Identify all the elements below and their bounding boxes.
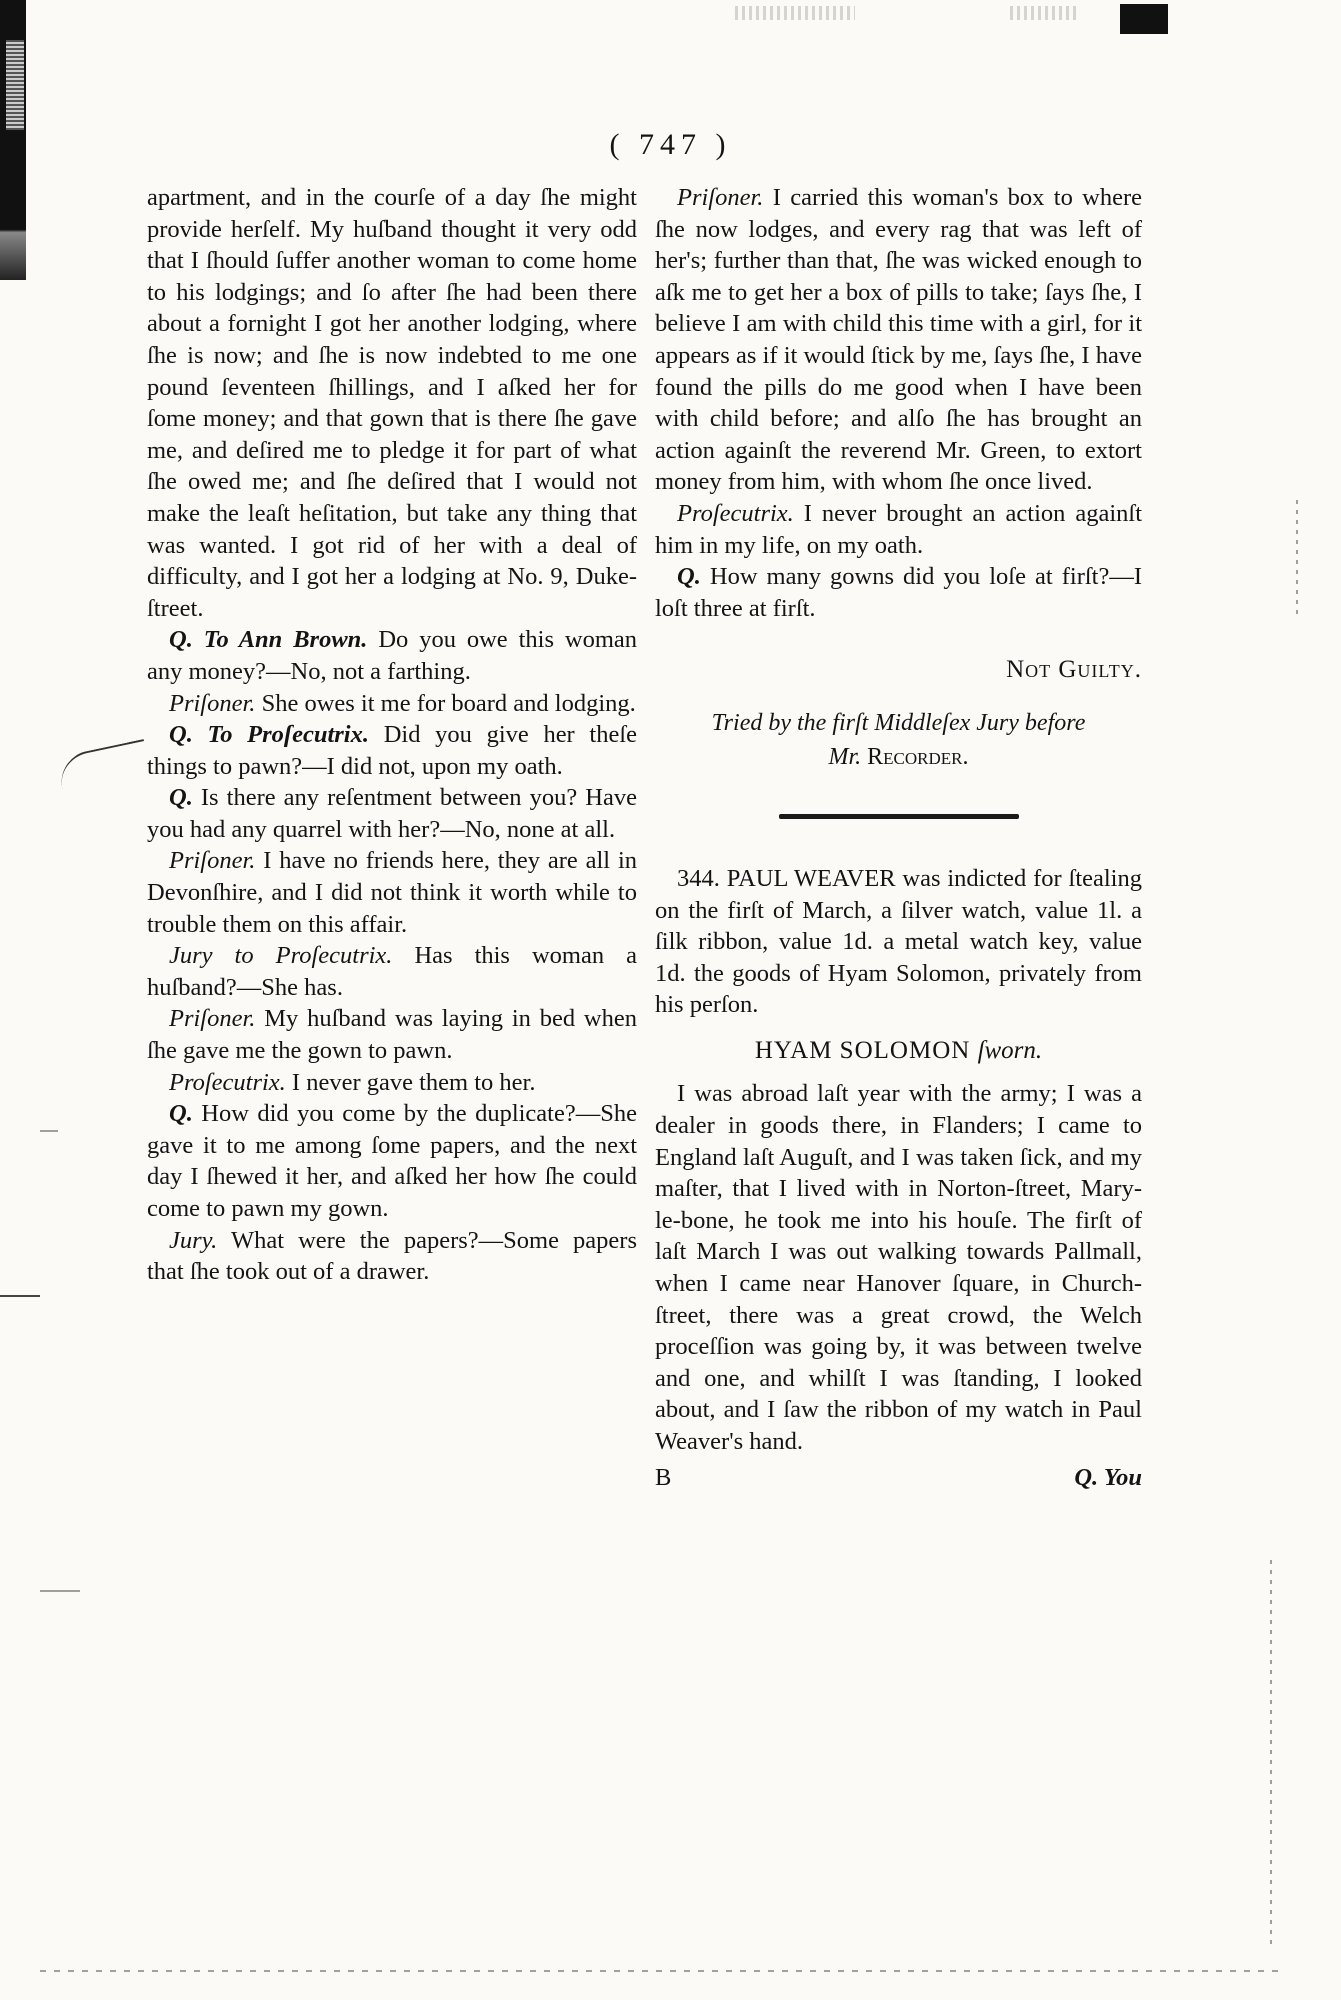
paragraph-text: How did you come by the duplicate?—She gave it to me among ſome papers, and the next day I ſhewed it her, and aſked her how ſhe could come to pawn my gown.: [147, 1100, 637, 1222]
margin-dots: [1296, 500, 1298, 620]
margin-mark: [0, 1295, 40, 1297]
right-column: [655, 182, 1142, 1493]
paragraph-text: What were the papers?—Some papers that ſhe took out of a drawer.: [147, 1226, 637, 1286]
case-text: was indicted for ſtealing on the firſt of March, a ſilver watch, value 1l. a ſilk ribbon, value 1d. a metal watch key, value 1d. the goods of Hyam Solomon, privately from his perſon.: [655, 864, 1142, 1019]
paragraph: [147, 1067, 637, 1099]
paragraph: [147, 688, 637, 720]
paragraph: [147, 845, 637, 940]
paragraph: [147, 624, 637, 687]
speaker-label: Jury to Proſecutrix.: [169, 942, 393, 970]
paragraph-text: I never gave them to her.: [291, 1068, 536, 1096]
page-number: ( 747 ): [609, 128, 732, 161]
margin-mark: [40, 1590, 80, 1592]
paragraph-text: apartment, and in the courſe of a day ſhe might provide herſelf. My huſband thought it very odd that I ſhould ſuffer another woman to come home to his lodgings; and ſo after ſhe had been there about a fornight I got her another lodging, where ſhe is now; and ſhe is now indebted to me one pound ſeventeen ſhillings, and I aſked her for ſome money; and that gown that is there ſhe gave me, and deſired me to pledge it for part of what ſhe owed me; and ſhe deſired that I would not make the leaſt heſitation, but take any thing that was wanted. I got rid of her with a deal of difficulty, and I got her a lodging at No. 9, Duke-ſtreet.: [147, 184, 637, 622]
case-number: 344.: [677, 864, 720, 892]
speaker-label: Q.: [677, 563, 701, 591]
section-divider: [779, 814, 1019, 819]
paragraph-text: My huſband was laying in bed when ſhe gave me the gown to pawn.: [147, 1005, 637, 1065]
paragraph-text: Has this woman a huſband?—She has.: [147, 942, 638, 1001]
verdict: [655, 654, 1142, 686]
margin-dots: [1270, 1560, 1272, 1950]
case-entry: [655, 863, 1142, 1021]
recorder-title: Recorder.: [867, 743, 969, 770]
paragraph-text: Do you owe this woman any money?—No, not a farthing.: [147, 626, 638, 685]
paragraph-text: Is there any reſentment between you? Have you had any quarrel with her?—No, none at all.: [147, 784, 637, 843]
left-column: [147, 182, 637, 1288]
witness-name: HYAM SOLOMON: [754, 1036, 971, 1064]
paragraph: [655, 182, 1142, 498]
paragraph-text: I never brought an action againſt him in my life, on my oath.: [655, 499, 1143, 559]
paragraph: [147, 1098, 637, 1224]
signature-mark: B: [655, 1463, 672, 1491]
speaker-label: Proſecutrix.: [169, 1068, 286, 1096]
paragraph: [655, 498, 1142, 561]
tried-line: Tried by the firſt Middleſex Jury before: [711, 709, 1086, 736]
paragraph: [147, 782, 637, 845]
testimony-text: I was abroad laſt year with the army; I was a dealer in goods there, in Flanders; I came to England laſt Auguſt, and I was taken ſick, and my maſter, that I lived with in Norton-ſtreet, Mary-le-bone, he took me into his houſe. The firſt of laſt March I was out walking towards Pallmall, when I came near Hanover ſquare, in Church-ſtreet, there was a great crowd, the Welch proceſſion was going by, it was between twelve and one, and whilſt I was ſtanding, I looked about, and I ſaw the ribbon of my watch in Paul Weaver's hand.: [655, 1080, 1142, 1455]
paragraph: [655, 1078, 1142, 1457]
scan-smudge: [735, 6, 855, 20]
speaker-label: Q. To Proſecutrix.: [169, 721, 369, 749]
page-curl-mark: [56, 739, 151, 789]
paragraph-text: I carried this woman's box to where ſhe now lodges, and every rag that was left of her's; further than that, ſhe was wicked enough to aſk me to get her a box of pills to take; ſays ſhe, I believe I am with child this time with a girl, for it appears as if it would ſtick by me, ſays ſhe, I have found the pills do me good when I have been with child before; and alſo ſhe has brought an action againſt the reverend Mr. Green, to extort money from him, with whom ſhe once lived.: [655, 184, 1142, 496]
speaker-label: Jury.: [169, 1226, 218, 1254]
paragraph: [147, 940, 637, 1003]
tried-prefix: Mr.: [828, 743, 862, 770]
paragraph-text: I have no friends here, they are all in Devonſhire, and I did not think it worth while to trouble them on this affair.: [147, 847, 637, 938]
page-footer: [655, 1462, 1142, 1494]
speaker-label: Priſoner.: [677, 184, 764, 211]
margin-mark: [40, 1130, 58, 1132]
witness-status: ſworn.: [977, 1036, 1043, 1064]
tried-before: [655, 706, 1142, 774]
speaker-label: Q.: [169, 784, 193, 812]
speaker-label: Priſoner.: [169, 689, 256, 717]
speaker-label: Priſoner.: [169, 1005, 256, 1033]
bottom-edge-dots: [40, 1970, 1280, 1972]
speaker-label: Priſoner.: [169, 847, 256, 875]
witness-heading: [655, 1035, 1142, 1067]
scan-smudge: [1010, 6, 1080, 20]
speaker-label: Q. To Ann Brown.: [169, 626, 368, 654]
defendant-name: PAUL WEAVER: [726, 864, 896, 892]
scan-corner-mark: [1120, 4, 1168, 34]
paragraph-text: Did you give her theſe things to pawn?—I did not, upon my oath.: [147, 721, 638, 780]
catchword: Q. You: [1074, 1463, 1142, 1491]
verdict-text: Not Guilty.: [1006, 656, 1142, 684]
paragraph: [147, 1225, 637, 1288]
scan-edge-texture: [6, 40, 24, 130]
paragraph-text: She owes it me for board and lodging.: [261, 689, 636, 717]
paragraph: [147, 1003, 637, 1066]
speaker-label: Proſecutrix.: [677, 499, 794, 527]
paragraph: [655, 561, 1142, 624]
speaker-label: Q.: [169, 1100, 193, 1128]
paragraph: [147, 719, 637, 782]
paragraph-text: How many gowns did you loſe at firſt?—I loſt three at firſt.: [655, 563, 1142, 622]
paragraph: [147, 182, 637, 624]
